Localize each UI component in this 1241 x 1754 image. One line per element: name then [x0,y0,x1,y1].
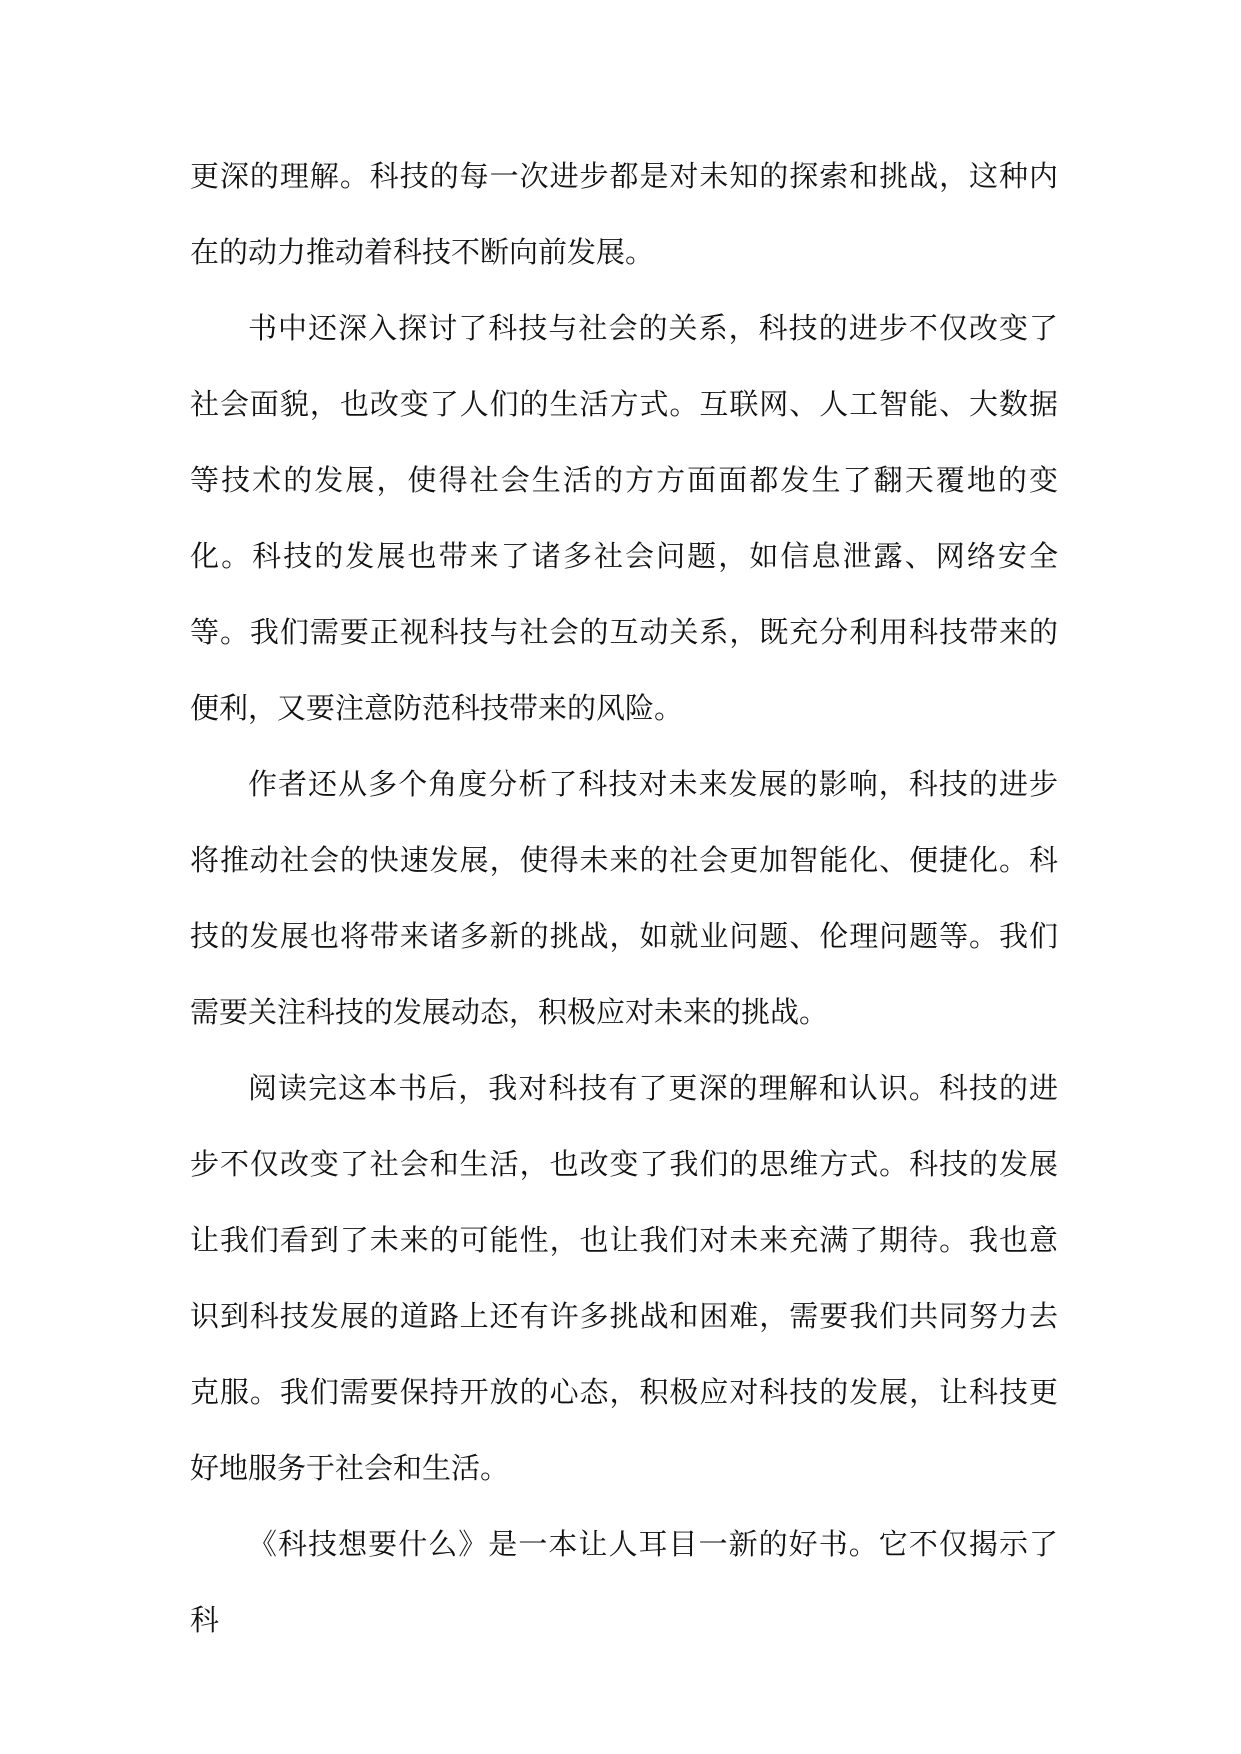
paragraph-4: 阅读完这本书后，我对科技有了更深的理解和认识。科技的进步不仅改变了社会和生活，也改变了我们的思维方式。科技的发展让我们看到了未来的可能性，也让我们对未来充满了期待。我也意识到科技发展的道路上还有许多挑战和困难，需要我们共同努力去克服。我们需要保持开放的心态，积极应对科技的发展，让科技更好地服务于社会和生活。 [190,1071,1058,1485]
paragraph-1: 更深的理解。科技的每一次进步都是对未知的探索和挑战，这种内在的动力推动着科技不断向前发展。 [190,159,1058,269]
document-page [190,138,1058,1658]
paragraph-2: 书中还深入探讨了科技与社会的关系，科技的进步不仅改变了社会面貌，也改变了人们的生活方式。互联网、人工智能、大数据等技术的发展，使得社会生活的方方面面都发生了翻天覆地的变化。科技的发展也带来了诸多社会问题，如信息泄露、网络安全等。我们需要正视科技与社会的互动关系，既充分利用科技带来的便利，又要注意防范科技带来的风险。 [190,311,1058,725]
paragraph-5: 《科技想要什么》是一本让人耳目一新的好书。它不仅揭示了科 [190,1527,1058,1637]
paragraph-3: 作者还从多个角度分析了科技对未来发展的影响，科技的进步将推动社会的快速发展，使得未来的社会更加智能化、便捷化。科技的发展也将带来诸多新的挑战，如就业问题、伦理问题等。我们需要关注科技的发展动态，积极应对未来的挑战。 [190,767,1058,1029]
